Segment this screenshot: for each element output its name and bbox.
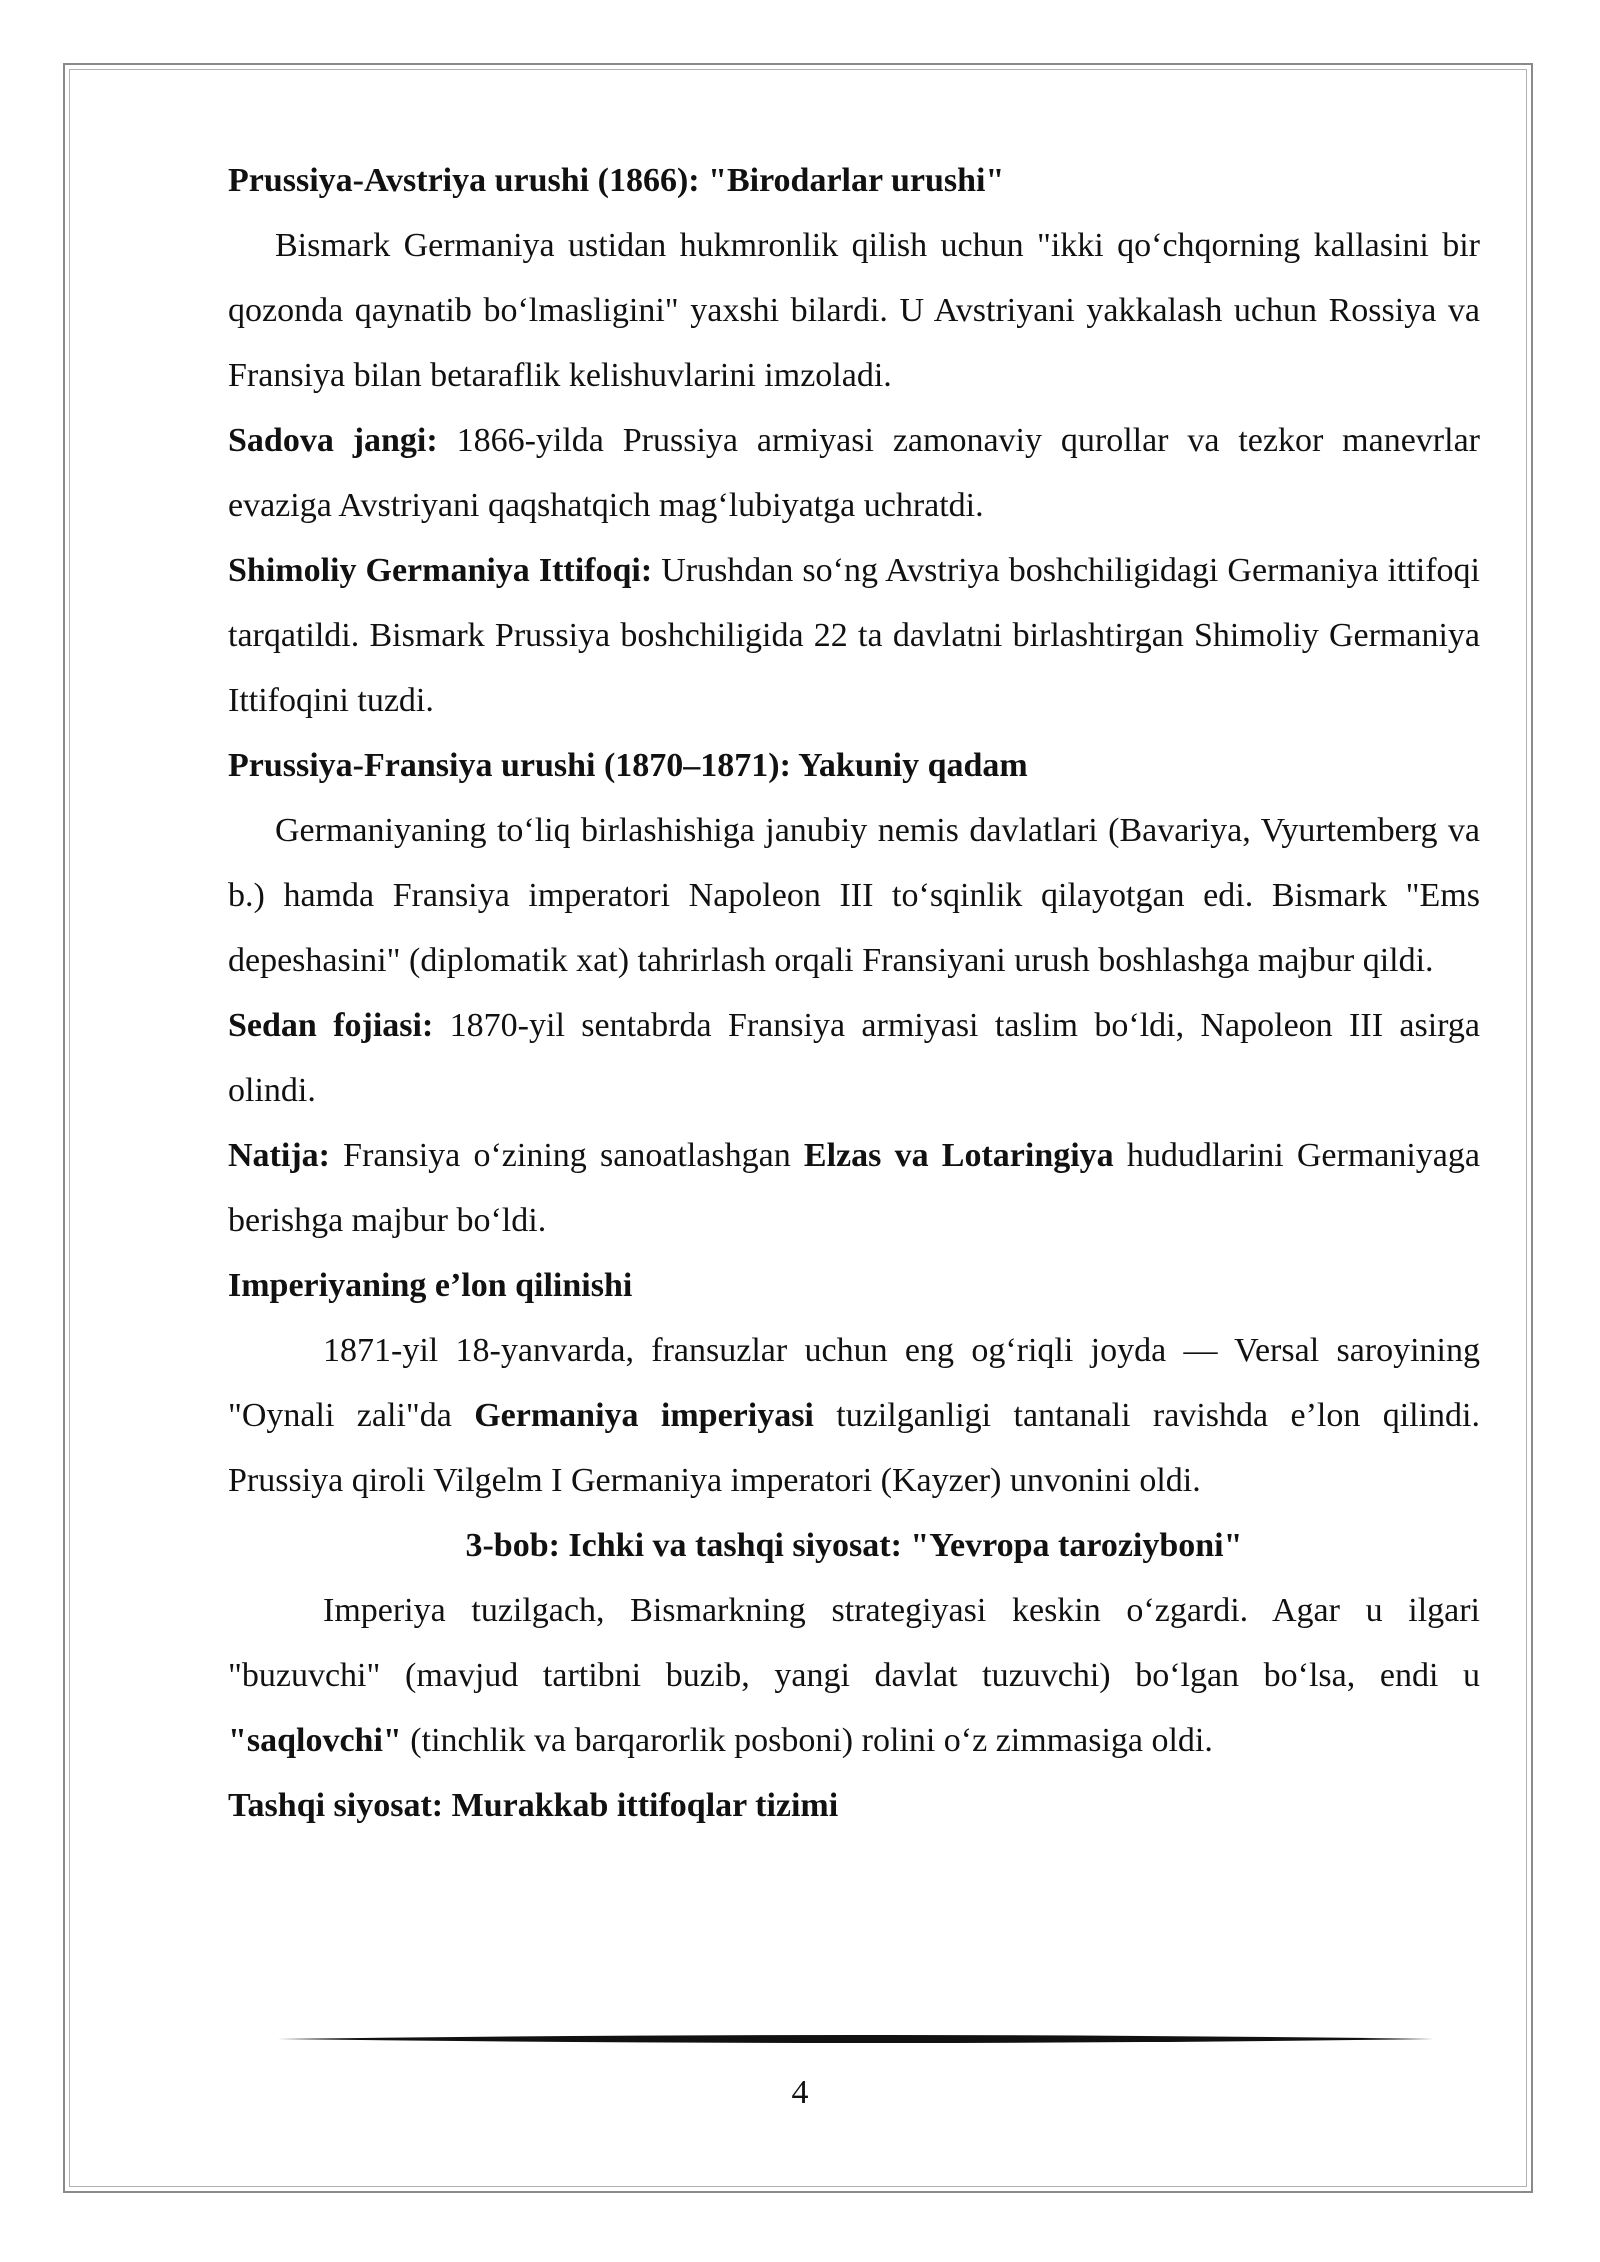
paragraph-bismarck-new-strategy [228, 1578, 1480, 1773]
text-result-before: Fransiya o‘zining sanoatlashgan [329, 1137, 804, 1174]
term-preserver: "saqlovchi" [228, 1722, 402, 1759]
term-sedan: Sedan fojiasi: [228, 1007, 434, 1044]
term-german-empire: Germaniya imperiyasi [474, 1397, 814, 1434]
text-strategy-after: (tinchlik va barqarorlik posboni) rolini o‘z zimmasiga oldi. [401, 1722, 1213, 1759]
section-heading-franco-prussian-war: Prussiya-Fransiya urushi (1870–1871): Yakuniy qadam [228, 747, 1028, 784]
page-number: 4 [791, 2074, 809, 2111]
section-heading-empire-proclamation: Imperiyaning e’lon qilinishi [228, 1267, 633, 1304]
text-result-after: hududlarini Germaniyaga berishga majbur bo‘ldi. [228, 1137, 1480, 1239]
paragraph-north-german-union [228, 538, 1480, 733]
text-strategy-before: Imperiya tuzilgach, Bismarkning strategiyasi keskin o‘zgardi. Agar u ilgari "buzuvchi" (mavjud tartibni buzib, yangi davlat tuzuvchi) bo‘lgan bo‘lsa, endi u [228, 1592, 1480, 1694]
text-sedan: 1870-yil sentabrda Fransiya armiyasi taslim bo‘ldi, Napoleon III asirga olindi. [228, 1007, 1480, 1109]
text-sadova: 1866-yilda Prussiya armiyasi zamonaviy qurollar va tezkor manevrlar evaziga Avstriyani qaqshatqich mag‘lubiyatga uchratdi. [228, 422, 1480, 524]
footer-divider [278, 2033, 1434, 2045]
paragraph-sedan [228, 993, 1480, 1123]
text-north-german-union: Urushdan so‘ng Avstriya boshchiligidagi Germaniya ittifoqi tarqatildi. Bismark Prussiya boshchiligida 22 ta davlatni birlashtirgan Shimoliy Germaniya Ittifoqini tuzdi. [228, 552, 1481, 719]
term-result: Natija: [228, 1137, 330, 1174]
document-body [228, 148, 1480, 1838]
paragraph-result [228, 1123, 1480, 1253]
term-sadova: Sadova jangi: [228, 422, 438, 459]
section-heading-prussia-austria-war: Prussiya-Avstriya urushi (1866): "Birodarlar urushi" [228, 162, 1005, 199]
chapter-title: 3-bob: Ichki va tashqi siyosat: "Yevropa taroziyboni" [465, 1527, 1243, 1564]
paragraph-bismarck-strategy: Bismark Germaniya ustidan hukmronlik qilish uchun "ikki qo‘chqorning kallasini bir qozonda qaynatib bo‘lmasligini" yaxshi bilardi. U Avstriyani yakkalash uchun Rossiya va Fransiya bilan betaraflik kelishuvlarini imzoladi. [228, 227, 1480, 394]
term-alsace-lorraine: Elzas va Lotaringiya [803, 1137, 1114, 1174]
term-north-german-union: Shimoliy Germaniya Ittifoqi: [228, 552, 653, 589]
paragraph-empire-proclamation [228, 1318, 1480, 1513]
text-proclamation-after: tuzilganligi tantanali ravishda e’lon qilindi. Prussiya qiroli Vilgelm I Germaniya imperatori (Kayzer) unvonini oldi. [228, 1397, 1480, 1499]
section-heading-foreign-policy: Tashqi siyosat: Murakkab ittifoqlar tizimi [228, 1787, 839, 1824]
paragraph-sadova [228, 408, 1480, 538]
text-proclamation-before: 1871-yil 18-yanvarda, fransuzlar uchun eng og‘riqli joyda — Versal saroyining "Oynali zali"da [228, 1332, 1480, 1434]
paragraph-unification-obstacles: Germaniyaning to‘liq birlashishiga janubiy nemis davlatlari (Bavariya, Vyurtemberg va b.) hamda Fransiya imperatori Napoleon III to‘sqinlik qilayotgan edi. Bismark "Ems depeshasini" (diplomatik xat) tahrirlash orqali Fransiyani urush boshlashga majbur qildi. [228, 812, 1480, 979]
